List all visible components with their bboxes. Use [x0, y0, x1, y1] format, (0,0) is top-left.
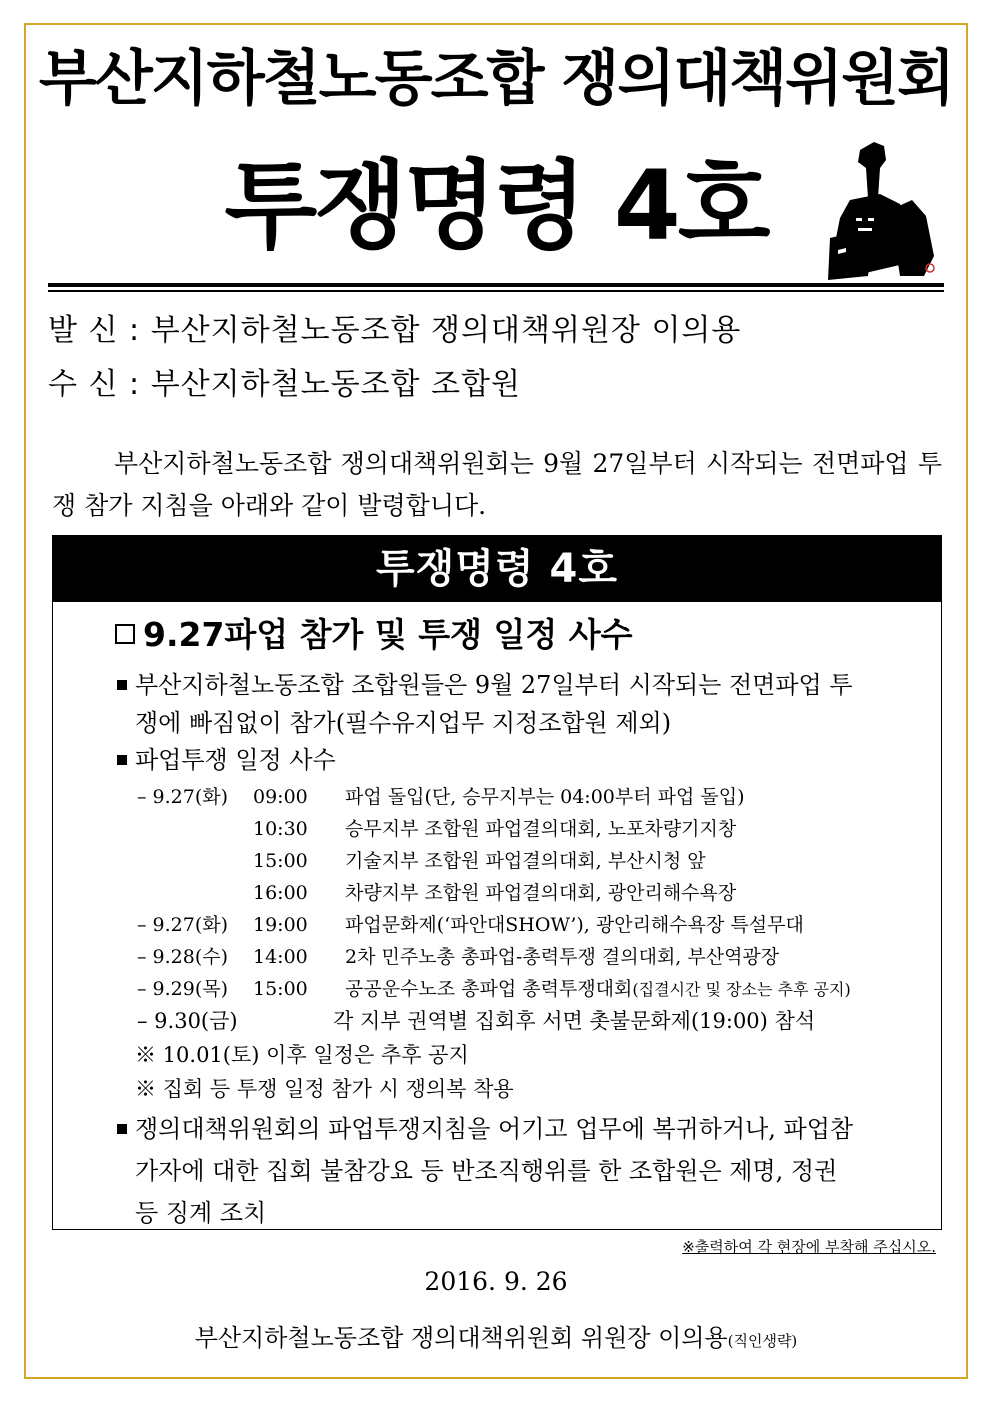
schedule-event: 차량지부 조합원 파업결의대회, 광안리해수욕장 [345, 882, 737, 904]
bullet-text: 파업투쟁 일정 사수 [135, 746, 336, 774]
signature-text: 부산지하철노동조합 쟁의대책위원회 위원장 이의용 [194, 1324, 728, 1352]
sender-value: 부산지하철노동조합 쟁의대책위원장 이의용 [150, 313, 742, 348]
schedule-date: – 9.30(금) [137, 1009, 238, 1033]
bullet-schedule [117, 741, 937, 779]
notice-later-schedule: ※ 10.01(토) 이후 일정은 추후 공지 [135, 1043, 469, 1067]
notice-uniform: ※ 집회 등 투쟁 일정 참가 시 쟁의복 착용 [135, 1077, 514, 1101]
signature [0, 1320, 992, 1359]
bullet-text: 부산지하철노동조합 조합원들은 9월 27일부터 시작되는 전면파업 투 [135, 671, 853, 699]
sender-line [48, 311, 741, 351]
schedule-event: 승무지부 조합원 파업결의대회, 노포차량기지창 [345, 818, 737, 840]
schedule-time: 19:00 [253, 914, 308, 936]
schedule-time: 14:00 [253, 946, 308, 968]
recipient-label: 수 신 : [48, 367, 151, 402]
intro-text: 부산지하철노동조합 쟁의대책위원회는 9월 27일부터 시작되는 전면파업 투쟁 참가 지침을 아래와 같이 발령합니다. [52, 449, 942, 520]
schedule-event: 각 지부 권역별 집회후 서면 촛불문화제(19:00) 참석 [333, 1009, 816, 1033]
bullet-text-cont: 등 징계 조치 [135, 1199, 267, 1227]
schedule-event: 2차 민주노총 총파업-총력투쟁 결의대회, 부산역광장 [345, 946, 780, 968]
schedule-event: 파업 돌입(단, 승무지부는 04:00부터 파업 돌입) [345, 786, 745, 808]
bullet-text-cont: 쟁에 빠짐없이 참가(필수유지업무 지정조합원 제외) [135, 709, 672, 737]
bullet-text: 쟁의대책위원회의 파업투쟁지침을 어기고 업무에 복귀하거나, 파업참 [135, 1115, 854, 1143]
schedule-time: 09:00 [253, 786, 308, 808]
bullet-participation [117, 666, 937, 742]
bullet-icon [117, 755, 127, 765]
order-box [52, 535, 942, 1230]
square-bullet-icon [115, 624, 135, 644]
schedule-event: 파업문화제(‘파안대SHOW’), 광안리해수욕장 특설무대 [345, 914, 804, 936]
schedule-time: 15:00 [253, 850, 308, 872]
main-title: 투쟁명령 4호 [224, 150, 768, 262]
raised-fist-workers-icon [820, 140, 938, 282]
sender-label: 발 신 : [48, 313, 151, 348]
schedule-time: 10:30 [253, 818, 308, 840]
bullet-discipline [117, 1108, 937, 1234]
schedule-time: 15:00 [253, 978, 308, 1000]
schedule-event: 기술지부 조합원 파업결의대회, 부산시청 앞 [345, 850, 706, 872]
schedule-time: 16:00 [253, 882, 308, 904]
schedule-date: – 9.27(화) [137, 914, 229, 936]
bullet-icon [117, 680, 127, 690]
seal-omitted-note: (직인생략) [727, 1332, 798, 1350]
recipient-line [48, 365, 521, 405]
org-title: 부산지하철노동조합 쟁의대책위원회 [38, 44, 954, 114]
schedule-date: – 9.27(화) [137, 786, 229, 808]
order-box-heading: 투쟁명령 4호 [53, 536, 941, 602]
bullet-text-cont: 가자에 대한 집회 불참강요 등 반조직행위를 한 조합원은 제명, 정권 [135, 1157, 838, 1185]
schedule-event: 공공운수노조 총파업 총력투쟁대회(집결시간 및 장소는 추후 공지) [345, 978, 851, 1000]
issue-date: 2016. 9. 26 [424, 1267, 568, 1296]
section-title [115, 612, 633, 658]
schedule-date: – 9.28(수) [137, 946, 229, 968]
section-title-text: 9.27파업 참가 및 투쟁 일정 사수 [143, 615, 633, 654]
intro-paragraph [52, 443, 942, 527]
schedule-note: (집결시간 및 장소는 추후 공지) [632, 980, 851, 999]
header-rule-thin [48, 290, 944, 292]
schedule-date: – 9.29(목) [137, 978, 229, 1000]
header-rule-thick [48, 283, 944, 287]
recipient-value: 부산지하철노동조합 조합원 [150, 367, 521, 402]
bullet-icon [117, 1124, 127, 1134]
print-instruction: ※출력하여 각 현장에 부착해 주십시오. [682, 1238, 936, 1256]
